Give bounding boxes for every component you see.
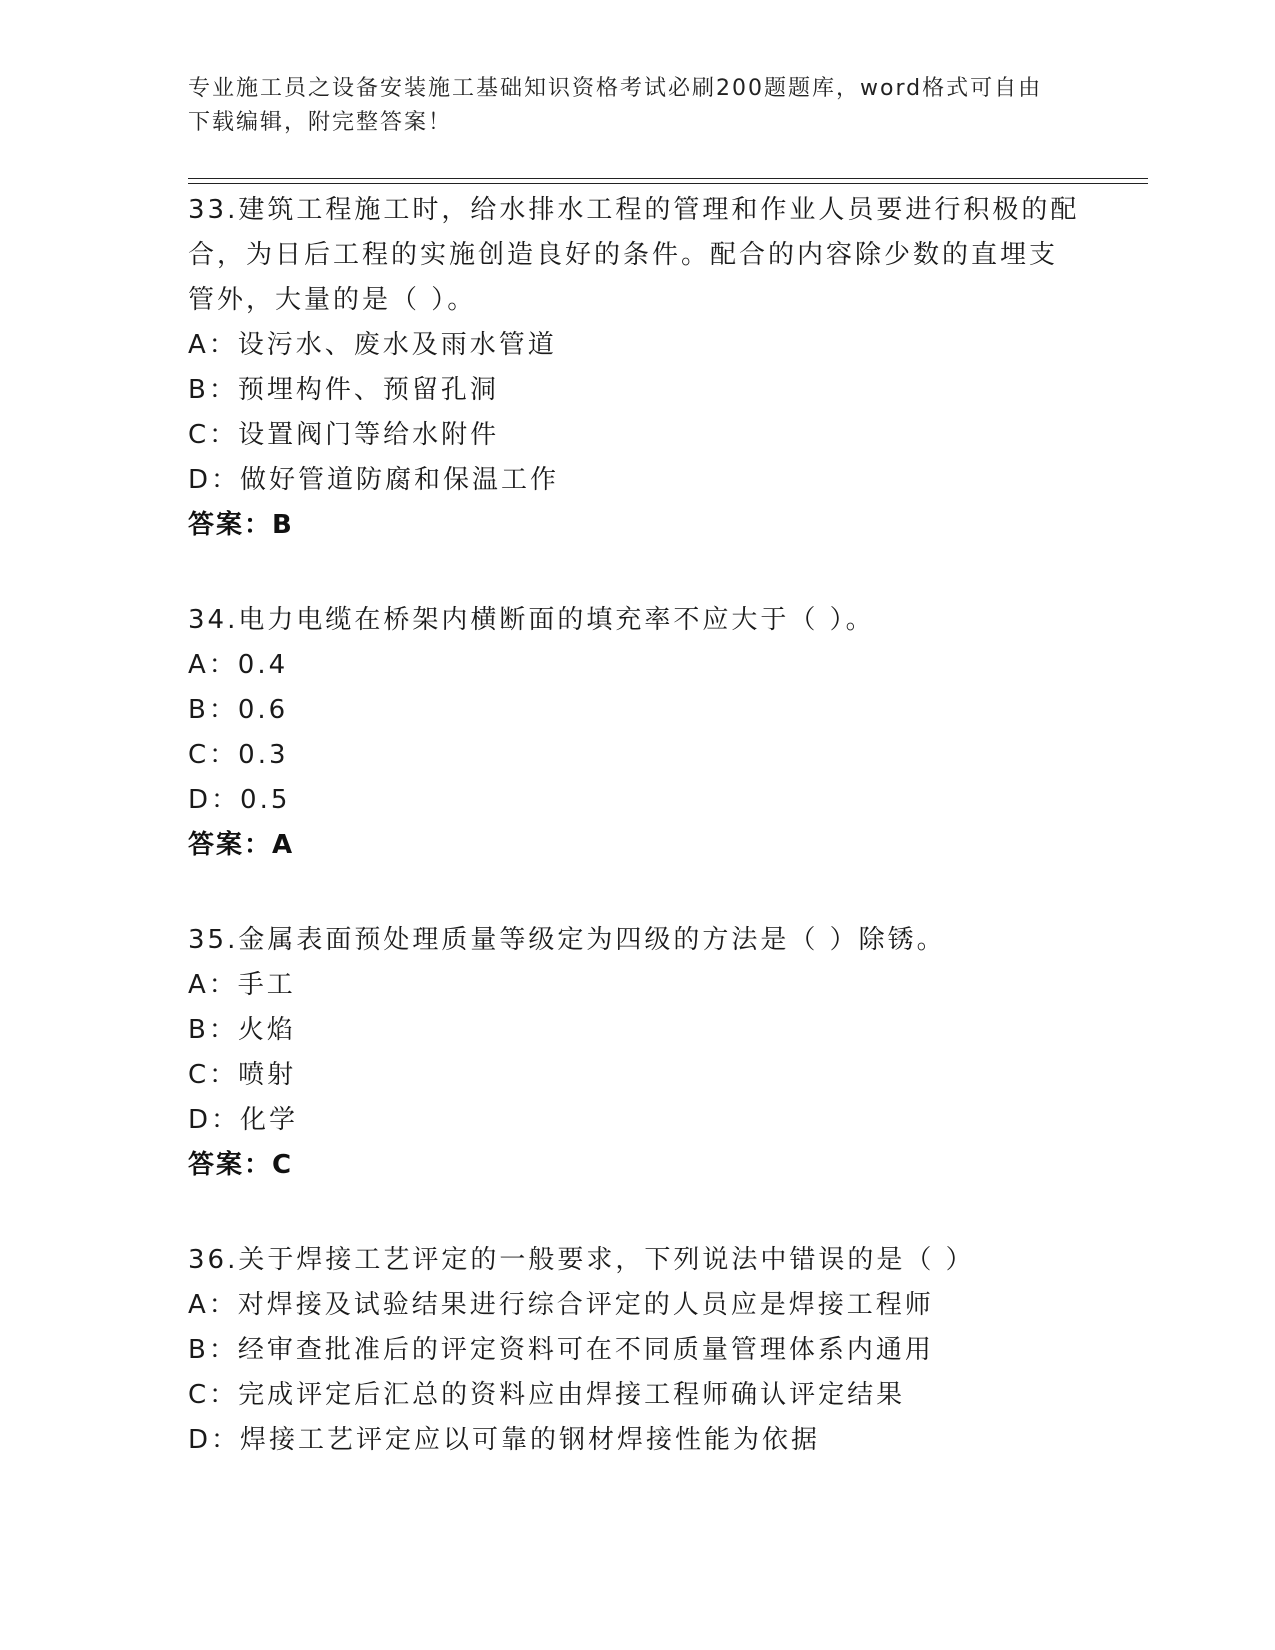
stem-line: 33.建筑工程施工时，给水排水工程的管理和作业人员要进行积极的配 — [188, 195, 1080, 225]
question-35 — [188, 918, 1088, 1188]
option-d: D：焊接工艺评定应以可靠的钢材焊接性能为依据 — [188, 1425, 821, 1455]
option-b: B：火焰 — [188, 1015, 296, 1045]
question-stem — [188, 598, 1088, 643]
option-a: A：0.4 — [188, 650, 289, 680]
stem-line: 36.关于焊接工艺评定的一般要求，下列说法中错误的是（ ） — [188, 1245, 975, 1275]
question-stem — [188, 188, 1088, 323]
answer-label: 答案：A — [188, 830, 295, 860]
answer-label: 答案：B — [188, 510, 294, 540]
header-line-2: 下载编辑，附完整答案！ — [188, 110, 453, 135]
stem-line: 35.金属表面预处理质量等级定为四级的方法是（ ）除锈。 — [188, 925, 946, 955]
option-d: D：0.5 — [188, 785, 291, 815]
option-c: C：完成评定后汇总的资料应由焊接工程师确认评定结果 — [188, 1380, 906, 1410]
option-a: A：手工 — [188, 970, 296, 1000]
option-c: C：喷射 — [188, 1060, 297, 1090]
option-b: B：经审查批准后的评定资料可在不同质量管理体系内通用 — [188, 1335, 934, 1365]
stem-line: 合，为日后工程的实施创造良好的条件。配合的内容除少数的直埋支 — [188, 240, 1059, 270]
header-line-1: 专业施工员之设备安装施工基础知识资格考试必刷200题题库，word格式可自由 — [188, 76, 1043, 101]
header-divider-top — [188, 178, 1148, 179]
question-34 — [188, 598, 1088, 868]
option-d: D：做好管道防腐和保温工作 — [188, 465, 560, 495]
option-b: B：预埋构件、预留孔洞 — [188, 375, 499, 405]
answer-label: 答案：C — [188, 1150, 294, 1180]
question-stem — [188, 1238, 1088, 1283]
option-c: C：0.3 — [188, 740, 289, 770]
question-33 — [188, 188, 1088, 548]
option-d: D：化学 — [188, 1105, 299, 1135]
document-header — [188, 72, 1088, 140]
option-a: A：设污水、废水及雨水管道 — [188, 330, 557, 360]
stem-line: 34.电力电缆在桥架内横断面的填充率不应大于（ ）。 — [188, 605, 875, 635]
option-b: B：0.6 — [188, 695, 289, 725]
question-stem — [188, 918, 1088, 963]
question-36 — [188, 1238, 1088, 1463]
stem-line: 管外，大量的是（ ）。 — [188, 285, 477, 315]
option-c: C：设置阀门等给水附件 — [188, 420, 500, 450]
option-a: A：对焊接及试验结果进行综合评定的人员应是焊接工程师 — [188, 1290, 934, 1320]
header-divider-bottom — [188, 183, 1148, 184]
